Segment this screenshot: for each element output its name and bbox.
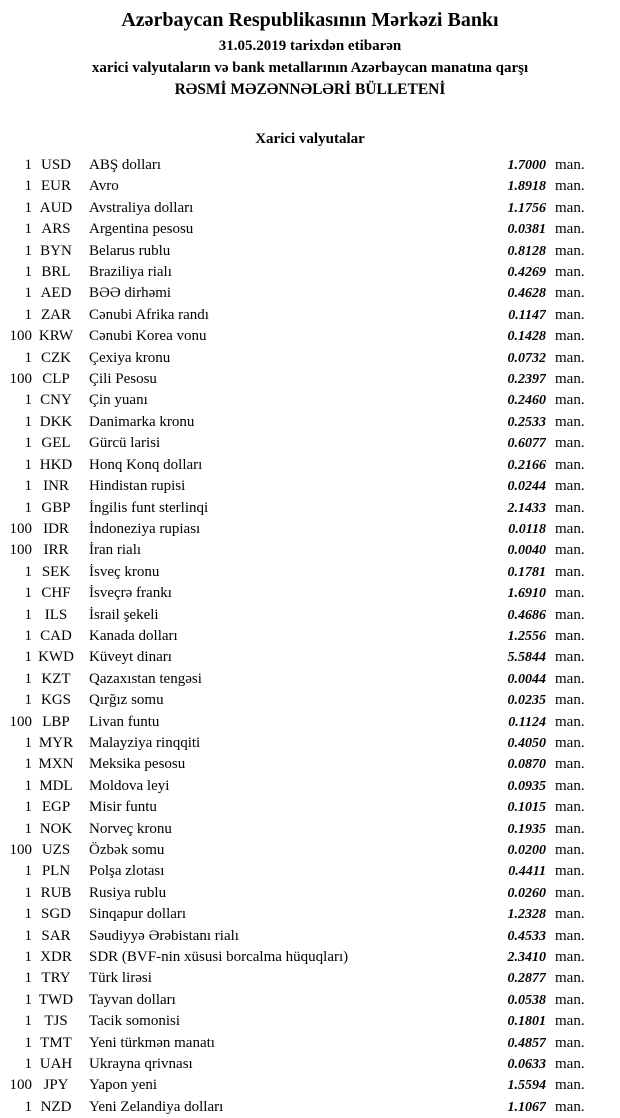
unit-label-cell: man. bbox=[555, 820, 585, 837]
rate-value-cell: 0.1801 bbox=[507, 1014, 546, 1030]
currency-code-cell: CHF bbox=[41, 585, 71, 602]
rate-value-cell: 0.2166 bbox=[507, 457, 546, 473]
unit-label-cell: man. bbox=[555, 927, 585, 944]
currency-name-cell: Honq Konq dolları bbox=[89, 456, 203, 473]
unit-label-cell: man. bbox=[555, 306, 585, 323]
quantity-cell: 1 bbox=[24, 670, 32, 687]
currency-code-cell: SGD bbox=[40, 906, 71, 923]
currency-name-cell: ABŞ dolları bbox=[89, 157, 162, 173]
currency-code-cell: GEL bbox=[41, 435, 71, 452]
rate-row bbox=[4, 412, 616, 433]
rate-value-cell: 0.2877 bbox=[507, 971, 546, 987]
rate-row bbox=[4, 305, 616, 326]
rate-row bbox=[4, 519, 616, 540]
section-title-foreign-currencies: Xarici valyutalar bbox=[255, 131, 365, 147]
quantity-cell: 1 bbox=[24, 606, 32, 623]
rate-value-cell: 2.3410 bbox=[507, 950, 546, 966]
currency-name-cell: Tacik somonisi bbox=[89, 1013, 181, 1030]
currency-code-cell: KGS bbox=[40, 692, 71, 709]
currency-code-cell: TMT bbox=[40, 1034, 72, 1051]
rate-value-cell: 0.4628 bbox=[507, 286, 546, 302]
currency-name-cell: İsveç kronu bbox=[89, 563, 160, 580]
rate-value-cell: 0.0870 bbox=[507, 757, 546, 773]
currency-code-cell: USD bbox=[40, 157, 71, 173]
currency-code-cell: EGP bbox=[41, 799, 71, 816]
unit-label-cell: man. bbox=[555, 949, 585, 966]
unit-label-cell: man. bbox=[555, 713, 585, 730]
quantity-cell: 1 bbox=[24, 306, 32, 323]
unit-label-cell: man. bbox=[555, 199, 585, 216]
rate-value-cell: 0.0260 bbox=[507, 885, 546, 901]
unit-label-cell: man. bbox=[555, 392, 585, 409]
rate-row bbox=[4, 1054, 616, 1075]
quantity-cell: 1 bbox=[24, 756, 32, 773]
currency-name-cell: Rusiya rublu bbox=[89, 884, 167, 901]
quantity-cell: 100 bbox=[9, 542, 32, 559]
rate-row bbox=[4, 155, 616, 176]
unit-label-cell: man. bbox=[555, 649, 585, 666]
quantity-cell: 100 bbox=[9, 842, 32, 858]
rate-row bbox=[4, 990, 616, 1011]
unit-label-cell: man. bbox=[555, 520, 585, 537]
currency-code-cell: NZD bbox=[40, 1098, 72, 1115]
rate-row bbox=[4, 626, 616, 647]
unit-label-cell: man. bbox=[555, 1034, 585, 1051]
quantity-cell: 1 bbox=[24, 563, 32, 580]
currency-name-cell: Yeni türkmən manatı bbox=[89, 1034, 215, 1051]
rates-table-body bbox=[4, 155, 616, 1118]
rate-row bbox=[4, 1097, 616, 1118]
rate-row bbox=[4, 455, 616, 476]
currency-name-cell: SDR (BVF-nin xüsusi borcalma hüquqları) bbox=[89, 949, 349, 966]
currency-name-cell: Polşa zlotası bbox=[89, 863, 165, 880]
currency-code-cell: ARS bbox=[41, 221, 71, 238]
rate-row bbox=[4, 198, 616, 219]
quantity-cell: 1 bbox=[24, 456, 32, 473]
currency-code-cell: MXN bbox=[38, 756, 74, 773]
rate-value-cell: 1.8918 bbox=[507, 179, 546, 195]
rate-value-cell: 1.6910 bbox=[507, 586, 546, 602]
rate-value-cell: 0.0538 bbox=[507, 992, 546, 1008]
document-header bbox=[0, 8, 620, 98]
currency-name-cell: Hindistan rupisi bbox=[89, 478, 186, 495]
unit-label-cell: man. bbox=[555, 157, 585, 173]
currency-code-cell: EUR bbox=[41, 178, 71, 195]
currency-code-cell: TWD bbox=[38, 991, 74, 1008]
unit-label-cell: man. bbox=[555, 178, 585, 195]
effective-date-line: 31.05.2019 tarixdən etibarən bbox=[218, 38, 402, 54]
quantity-cell: 1 bbox=[24, 692, 32, 709]
rate-row bbox=[4, 369, 616, 390]
currency-code-cell: CAD bbox=[40, 627, 72, 644]
document-subtitle: xarici valyutaların və bank metallarının Azərbaycan manatına qarşı bbox=[91, 60, 529, 76]
currency-name-cell: Braziliya rialı bbox=[89, 264, 172, 281]
rate-value-cell: 0.0040 bbox=[507, 543, 546, 559]
rate-value-cell: 0.0235 bbox=[507, 693, 546, 709]
quantity-cell: 1 bbox=[24, 242, 32, 259]
rate-row bbox=[4, 733, 616, 754]
rate-row bbox=[4, 326, 616, 347]
unit-label-cell: man. bbox=[555, 435, 585, 452]
currency-code-cell: KWD bbox=[38, 649, 74, 666]
currency-name-cell: Argentina pesosu bbox=[89, 221, 194, 238]
unit-label-cell: man. bbox=[555, 842, 585, 858]
quantity-cell: 1 bbox=[24, 585, 32, 602]
currency-name-cell: Yeni Zelandiya dolları bbox=[89, 1098, 224, 1115]
rate-value-cell: 0.2533 bbox=[507, 414, 546, 430]
unit-label-cell: man. bbox=[555, 413, 585, 430]
rate-value-cell: 0.4857 bbox=[507, 1035, 546, 1051]
rate-value-cell: 0.1428 bbox=[507, 329, 546, 345]
unit-label-cell: man. bbox=[555, 542, 585, 559]
rate-value-cell: 0.1147 bbox=[508, 307, 546, 323]
rate-value-cell: 0.0381 bbox=[507, 222, 546, 238]
rate-value-cell: 0.8128 bbox=[507, 243, 546, 259]
currency-name-cell: İndoneziya rupiası bbox=[89, 520, 201, 537]
currency-code-cell: MDL bbox=[39, 777, 73, 794]
currency-name-cell: Sinqapur dolları bbox=[89, 906, 187, 923]
currency-name-cell: Çexiya kronu bbox=[89, 349, 171, 366]
rate-row bbox=[4, 947, 616, 968]
rate-row bbox=[4, 712, 616, 733]
rate-row bbox=[4, 176, 616, 197]
quantity-cell: 100 bbox=[9, 520, 32, 537]
rate-row bbox=[4, 1011, 616, 1032]
bulletin-title: RƏSMİ MƏZƏNNƏLƏRİ BÜLLETENİ bbox=[174, 81, 446, 98]
currency-code-cell: LBP bbox=[42, 713, 70, 730]
unit-label-cell: man. bbox=[555, 1013, 585, 1030]
rate-row bbox=[4, 219, 616, 240]
currency-name-cell: Moldova leyi bbox=[89, 777, 170, 794]
quantity-cell: 1 bbox=[24, 734, 32, 751]
unit-label-cell: man. bbox=[555, 285, 585, 302]
currency-code-cell: BYN bbox=[40, 242, 72, 259]
unit-label-cell: man. bbox=[555, 585, 585, 602]
quantity-cell: 100 bbox=[9, 713, 32, 730]
rate-value-cell: 1.1756 bbox=[507, 200, 546, 216]
quantity-cell: 1 bbox=[24, 927, 32, 944]
rate-row bbox=[4, 476, 616, 497]
currency-name-cell: Avstraliya dolları bbox=[89, 199, 194, 216]
currency-code-cell: HKD bbox=[39, 456, 73, 473]
quantity-cell: 1 bbox=[24, 435, 32, 452]
quantity-cell: 1 bbox=[24, 1056, 32, 1073]
quantity-cell: 1 bbox=[24, 413, 32, 430]
rate-row bbox=[4, 1075, 616, 1096]
currency-name-cell: Ukrayna qrivnası bbox=[89, 1056, 193, 1073]
rate-value-cell: 0.4686 bbox=[507, 607, 546, 623]
rate-value-cell: 0.4411 bbox=[508, 864, 546, 880]
currency-name-cell: Yapon yeni bbox=[89, 1077, 158, 1094]
rate-value-cell: 0.1935 bbox=[507, 821, 546, 837]
rate-row bbox=[4, 283, 616, 304]
currency-name-cell: İngilis funt sterlinqi bbox=[89, 499, 209, 516]
currency-name-cell: Cənubi Afrika randı bbox=[89, 306, 209, 323]
unit-label-cell: man. bbox=[555, 242, 585, 259]
rate-value-cell: 1.5594 bbox=[507, 1078, 546, 1094]
rate-value-cell: 1.2328 bbox=[507, 907, 546, 923]
rate-row bbox=[4, 690, 616, 711]
currency-name-cell: Norveç kronu bbox=[89, 820, 172, 837]
unit-label-cell: man. bbox=[555, 670, 585, 687]
quantity-cell: 100 bbox=[9, 328, 32, 345]
currency-name-cell: Tayvan dolları bbox=[89, 991, 176, 1008]
unit-label-cell: man. bbox=[555, 1098, 585, 1115]
rate-value-cell: 0.0200 bbox=[507, 843, 546, 858]
currency-name-cell: İsrail şekeli bbox=[89, 606, 159, 623]
quantity-cell: 1 bbox=[24, 820, 32, 837]
rate-row bbox=[4, 883, 616, 904]
unit-label-cell: man. bbox=[555, 692, 585, 709]
rate-row bbox=[4, 498, 616, 519]
quantity-cell: 1 bbox=[24, 906, 32, 923]
currency-code-cell: CNY bbox=[40, 392, 72, 409]
rate-value-cell: 0.0118 bbox=[508, 521, 546, 537]
unit-label-cell: man. bbox=[555, 221, 585, 238]
currency-name-cell: İsveçrə frankı bbox=[89, 585, 172, 602]
quantity-cell: 1 bbox=[24, 970, 32, 987]
currency-code-cell: TJS bbox=[44, 1013, 68, 1030]
unit-label-cell: man. bbox=[555, 863, 585, 880]
unit-label-cell: man. bbox=[555, 799, 585, 816]
currency-code-cell: ZAR bbox=[41, 306, 71, 323]
rate-row bbox=[4, 262, 616, 283]
currency-name-cell: Qırğız somu bbox=[89, 692, 164, 709]
quantity-cell: 1 bbox=[24, 777, 32, 794]
currency-code-cell: AUD bbox=[39, 199, 73, 216]
quantity-cell: 1 bbox=[24, 863, 32, 880]
rate-value-cell: 0.4050 bbox=[507, 735, 546, 751]
quantity-cell: 1 bbox=[24, 627, 32, 644]
unit-label-cell: man. bbox=[555, 349, 585, 366]
currency-name-cell: Malayziya rinqqiti bbox=[89, 734, 201, 751]
rate-row bbox=[4, 968, 616, 989]
quantity-cell: 1 bbox=[24, 949, 32, 966]
currency-name-cell: Livan funtu bbox=[89, 713, 160, 730]
rate-value-cell: 0.4533 bbox=[507, 928, 546, 944]
quantity-cell: 1 bbox=[24, 199, 32, 216]
rate-value-cell: 0.0732 bbox=[507, 350, 546, 366]
unit-label-cell: man. bbox=[555, 906, 585, 923]
rate-row bbox=[4, 583, 616, 604]
unit-label-cell: man. bbox=[555, 777, 585, 794]
currency-name-cell: Gürcü larisi bbox=[89, 435, 161, 452]
rate-value-cell: 0.1781 bbox=[507, 564, 546, 580]
rate-value-cell: 0.4269 bbox=[507, 265, 546, 281]
quantity-cell: 1 bbox=[24, 349, 32, 366]
currency-code-cell: KZT bbox=[41, 670, 71, 687]
rate-value-cell: 0.1015 bbox=[507, 800, 546, 816]
currency-code-cell: SAR bbox=[41, 927, 71, 944]
unit-label-cell: man. bbox=[555, 563, 585, 580]
rate-value-cell: 1.2556 bbox=[507, 628, 546, 644]
currency-code-cell: DKK bbox=[39, 413, 73, 430]
currency-name-cell: Çili Pesosu bbox=[89, 371, 157, 388]
unit-label-cell: man. bbox=[555, 456, 585, 473]
currency-code-cell: MYR bbox=[38, 734, 74, 751]
currency-name-cell: Meksika pesosu bbox=[89, 756, 186, 773]
rate-value-cell: 2.1433 bbox=[507, 500, 546, 516]
currency-name-cell: Cənubi Korea vonu bbox=[89, 328, 207, 345]
currency-code-cell: RUB bbox=[40, 884, 72, 901]
unit-label-cell: man. bbox=[555, 1077, 585, 1094]
rate-row bbox=[4, 797, 616, 818]
currency-code-cell: JPY bbox=[43, 1077, 69, 1094]
currency-name-cell: Türk lirəsi bbox=[89, 970, 152, 987]
currency-name-cell: İran rialı bbox=[89, 542, 142, 559]
rate-value-cell: 1.7000 bbox=[507, 158, 546, 173]
currency-code-cell: CZK bbox=[41, 349, 71, 366]
currency-code-cell: IRR bbox=[43, 542, 69, 559]
currency-code-cell: NOK bbox=[39, 820, 73, 837]
quantity-cell: 1 bbox=[24, 478, 32, 495]
quantity-cell: 1 bbox=[24, 221, 32, 238]
unit-label-cell: man. bbox=[555, 606, 585, 623]
rate-row bbox=[4, 819, 616, 840]
unit-label-cell: man. bbox=[555, 756, 585, 773]
unit-label-cell: man. bbox=[555, 1056, 585, 1073]
rate-row bbox=[4, 754, 616, 775]
quantity-cell: 100 bbox=[9, 371, 32, 388]
quantity-cell: 1 bbox=[24, 649, 32, 666]
unit-label-cell: man. bbox=[555, 734, 585, 751]
rate-value-cell: 5.5844 bbox=[507, 650, 546, 666]
rate-row bbox=[4, 840, 616, 861]
currency-name-cell: Belarus rublu bbox=[89, 242, 171, 259]
rate-row bbox=[4, 669, 616, 690]
rate-row bbox=[4, 1033, 616, 1054]
unit-label-cell: man. bbox=[555, 991, 585, 1008]
quantity-cell: 1 bbox=[24, 392, 32, 409]
rate-row bbox=[4, 562, 616, 583]
rate-value-cell: 0.0044 bbox=[507, 671, 546, 687]
unit-label-cell: man. bbox=[555, 478, 585, 495]
currency-code-cell: ILS bbox=[44, 606, 68, 623]
quantity-cell: 1 bbox=[24, 1098, 32, 1115]
quantity-cell: 1 bbox=[24, 991, 32, 1008]
quantity-cell: 100 bbox=[9, 1077, 32, 1094]
quantity-cell: 1 bbox=[24, 884, 32, 901]
unit-label-cell: man. bbox=[555, 884, 585, 901]
rate-row bbox=[4, 926, 616, 947]
currency-name-cell: BƏƏ dirhəmi bbox=[89, 285, 172, 302]
exchange-rates-table bbox=[4, 155, 616, 1118]
currency-name-cell: Misir funtu bbox=[89, 799, 157, 816]
currency-code-cell: IDR bbox=[43, 520, 69, 537]
rate-value-cell: 0.0633 bbox=[507, 1057, 546, 1073]
currency-code-cell: XDR bbox=[40, 949, 72, 966]
currency-code-cell: TRY bbox=[41, 970, 71, 987]
rate-row bbox=[4, 540, 616, 561]
quantity-cell: 1 bbox=[24, 285, 32, 302]
currency-name-cell: Danimarka kronu bbox=[89, 413, 195, 430]
currency-code-cell: SEK bbox=[41, 563, 71, 580]
quantity-cell: 1 bbox=[24, 499, 32, 516]
rate-row bbox=[4, 647, 616, 668]
currency-name-cell: Kanada dolları bbox=[89, 627, 178, 644]
rate-value-cell: 0.1124 bbox=[508, 714, 546, 730]
currency-code-cell: UAH bbox=[39, 1056, 73, 1073]
unit-label-cell: man. bbox=[555, 264, 585, 281]
quantity-cell: 1 bbox=[24, 178, 32, 195]
currency-name-cell: Çin yuanı bbox=[89, 392, 148, 409]
currency-code-cell: KRW bbox=[38, 328, 74, 345]
rate-value-cell: 0.2460 bbox=[507, 393, 546, 409]
currency-name-cell: Səudiyyə Ərəbistanı rialı bbox=[89, 927, 239, 944]
rate-row bbox=[4, 433, 616, 454]
unit-label-cell: man. bbox=[555, 970, 585, 987]
rate-row bbox=[4, 605, 616, 626]
currency-name-cell: Küveyt dinarı bbox=[89, 649, 172, 666]
rate-value-cell: 0.0935 bbox=[507, 778, 546, 794]
currency-code-cell: BRL bbox=[41, 264, 71, 281]
rate-value-cell: 0.6077 bbox=[507, 436, 546, 452]
currency-name-cell: Avro bbox=[89, 178, 119, 195]
quantity-cell: 1 bbox=[24, 264, 32, 281]
rate-row bbox=[4, 390, 616, 411]
rate-value-cell: 1.1067 bbox=[507, 1099, 546, 1115]
currency-code-cell: PLN bbox=[41, 863, 71, 880]
quantity-cell: 1 bbox=[24, 1034, 32, 1051]
rate-row bbox=[4, 861, 616, 882]
unit-label-cell: man. bbox=[555, 627, 585, 644]
unit-label-cell: man. bbox=[555, 499, 585, 516]
rate-value-cell: 0.0244 bbox=[507, 479, 546, 495]
quantity-cell: 1 bbox=[24, 799, 32, 816]
quantity-cell: 1 bbox=[24, 1013, 32, 1030]
unit-label-cell: man. bbox=[555, 328, 585, 345]
currency-code-cell: UZS bbox=[41, 842, 71, 858]
rate-row bbox=[4, 241, 616, 262]
page-title: Azərbaycan Respublikasının Mərkəzi Bankı bbox=[121, 9, 499, 31]
rate-row bbox=[4, 904, 616, 925]
currency-name-cell: Özbək somu bbox=[89, 842, 165, 858]
currency-code-cell: INR bbox=[43, 478, 69, 495]
currency-code-cell: AED bbox=[40, 285, 72, 302]
currency-code-cell: CLP bbox=[42, 371, 70, 388]
rate-row bbox=[4, 776, 616, 797]
currency-name-cell: Qazaxıstan tengəsi bbox=[89, 670, 202, 687]
quantity-cell: 1 bbox=[24, 157, 32, 173]
currency-code-cell: GBP bbox=[41, 499, 71, 516]
rate-value-cell: 0.2397 bbox=[507, 372, 546, 388]
rate-row bbox=[4, 348, 616, 369]
unit-label-cell: man. bbox=[555, 371, 585, 388]
